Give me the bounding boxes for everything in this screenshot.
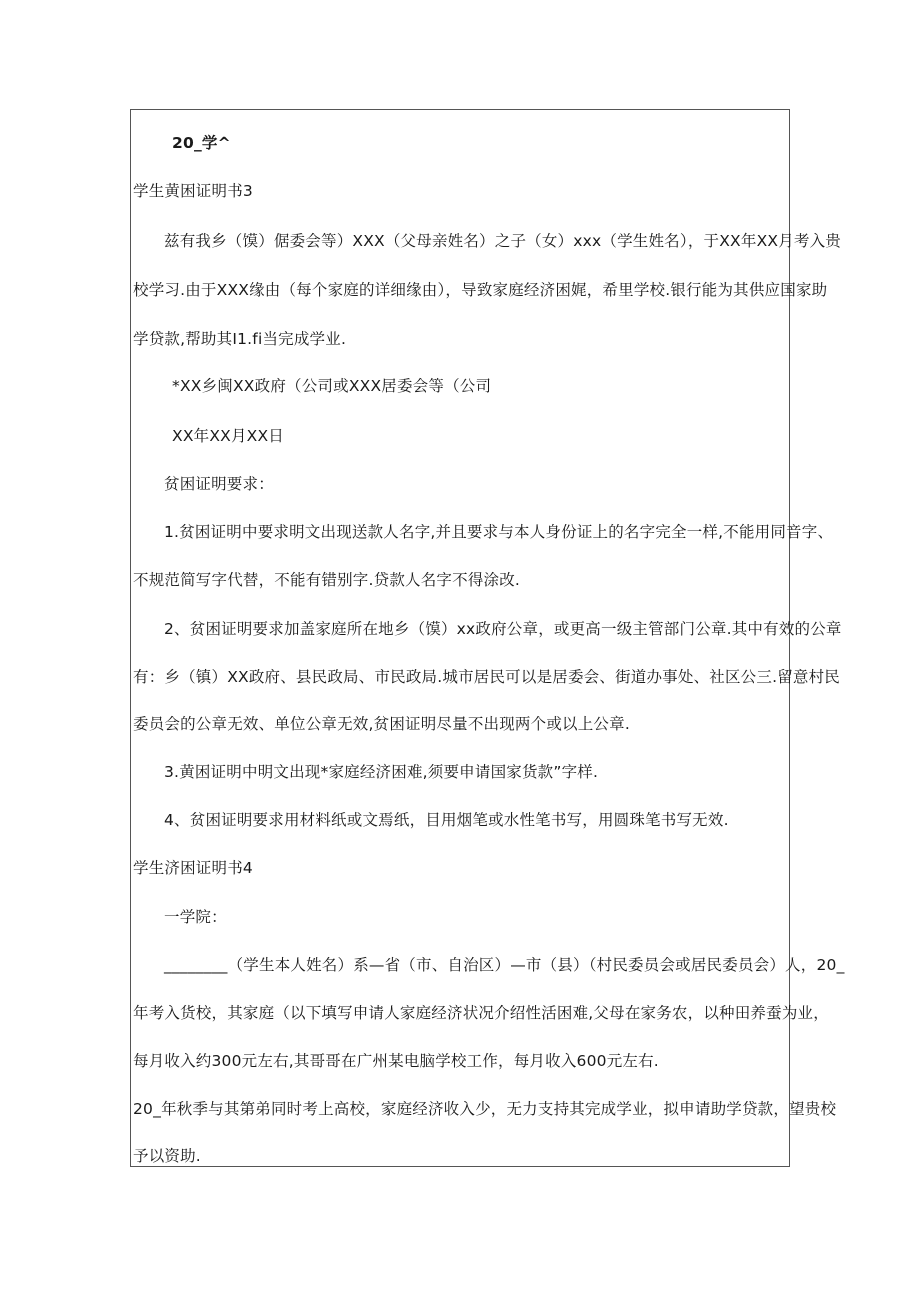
paragraph-line: ________（学生本人姓名）系—省（市、自治区）—市（县）（村民委员会或居民委员会）人，20_: [164, 956, 845, 974]
date-line: XX年XX月XX日: [172, 427, 285, 445]
paragraph-line: 予以资助.: [133, 1147, 201, 1165]
requirement-3: 3.黄困证明中明文出现*家庭经济困难,须要申请国家货款”字样.: [164, 763, 599, 781]
paragraph-line: 校学习.由于XXX缘由（每个家庭的详细缘由），导致家庭经济困娓，希里学校.银行能为其供应国家助: [133, 281, 828, 299]
paragraph-line: 20_年秋季与其第弟同时考上高校，家庭经济收入少，无力支持其完成学业，拟申请助学贷款，望贵校: [133, 1100, 837, 1118]
section-title-3: 学生黄困证明书3: [133, 182, 253, 200]
year-heading: 20_学^: [172, 134, 231, 152]
requirement-4: 4、贫困证明要求用材料纸或文焉纸，目用烟笔或水性笔书写，用圆珠笔书写无效.: [164, 811, 729, 829]
signature-line: *XX乡闽XX政府（公司或XXX居委会等（公司: [172, 377, 492, 395]
requirements-heading: 贫困证明要求：: [164, 475, 274, 493]
section-title-4: 学生济困证明书4: [133, 859, 253, 877]
paragraph-line: 学贷款,帮助其I1.fi当完成学业.: [133, 330, 347, 348]
requirement-2: 2、贫困证明要求加盖家庭所在地乡（馍）xx政府公章，或更高一级主管部门公章.其中有效的公章: [164, 620, 842, 638]
paragraph-line: 兹有我乡（馍）倨委会等）XXX（父母亲姓名）之子（女）xxx（学生姓名），于XX年XX月考入贵: [164, 232, 842, 250]
paragraph-line: 年考入货校，其家庭（以下填写申请人家庭经济状况介绍性活困难,父母在家务农，以种田养蚕为业，: [133, 1004, 829, 1022]
college-line: 一学院：: [164, 908, 227, 926]
paragraph-line: 每月收入约300元左右,其哥哥在广州某电脑学校工作，每月收入600元左右.: [133, 1052, 659, 1070]
requirement-1: 1.贫困证明中要求明文出现送款人名字,并且要求与本人身份证上的名字完全一样,不能用同音字、: [164, 523, 834, 541]
requirement-2-cont: 委员会的公章无效、单位公章无效,贫困证明尽量不出现两个或以上公章.: [133, 715, 630, 733]
requirement-1-cont: 不规范简写字代替，不能有错别字.贷款人名字不得涂改.: [133, 571, 521, 589]
requirement-2-cont: 有：乡（镇）XX政府、县民政局、市民政局.城市居民可以是居委会、街道办事处、社区公三.留意村民: [133, 668, 840, 686]
